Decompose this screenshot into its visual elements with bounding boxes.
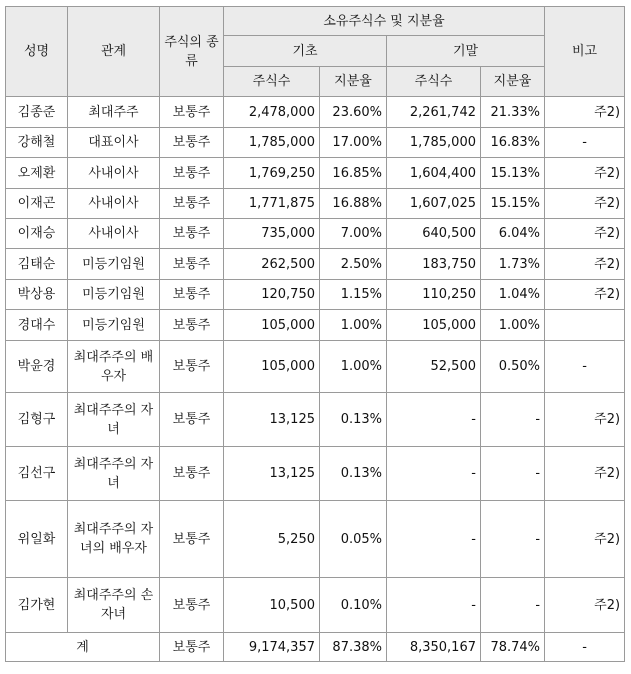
cell-end-ratio: 21.33%: [481, 97, 545, 128]
cell-relation: 최대주주의 자녀: [68, 447, 160, 501]
cell-type: 보통주: [160, 249, 224, 280]
cell-type: 보통주: [160, 501, 224, 578]
cell-end-ratio: -: [481, 447, 545, 501]
cell-begin-ratio: 7.00%: [320, 219, 387, 249]
cell-relation: 최대주주의 손자녀: [68, 578, 160, 633]
header-relation: 관계: [68, 7, 160, 97]
cell-end-ratio: 1.73%: [481, 249, 545, 280]
cell-begin-ratio: 17.00%: [320, 128, 387, 158]
cell-end-ratio: 15.15%: [481, 189, 545, 219]
cell-end-shares: 105,000: [387, 310, 481, 341]
cell-name: 이재승: [6, 219, 68, 249]
cell-relation: 최대주주의 배우자: [68, 341, 160, 393]
header-note: 비고: [545, 7, 625, 97]
cell-end-ratio: 16.83%: [481, 128, 545, 158]
cell-end-shares: 1,785,000: [387, 128, 481, 158]
cell-begin-shares: 1,769,250: [224, 158, 320, 189]
cell-name: 김종준: [6, 97, 68, 128]
cell-begin-ratio: 1.00%: [320, 341, 387, 393]
cell-begin-shares: 1,771,875: [224, 189, 320, 219]
table-row: [6, 393, 625, 447]
header-begin-shares: 주식수: [224, 67, 320, 97]
cell-begin-shares: 10,500: [224, 578, 320, 633]
header-end-shares: 주식수: [387, 67, 481, 97]
cell-name: 김가현: [6, 578, 68, 633]
cell-type: 보통주: [160, 447, 224, 501]
cell-begin-ratio: 16.85%: [320, 158, 387, 189]
cell-begin-ratio: 1.00%: [320, 310, 387, 341]
header-ownership: 소유주식수 및 지분율: [224, 7, 545, 36]
cell-end-ratio: 15.13%: [481, 158, 545, 189]
cell-note: 주2): [545, 97, 625, 128]
total-end-shares: 8,350,167: [387, 633, 481, 662]
total-row: [6, 633, 625, 662]
cell-relation: 최대주주의 자녀의 배우자: [68, 501, 160, 578]
cell-end-shares: 110,250: [387, 280, 481, 310]
header-end-ratio: 지분율: [481, 67, 545, 97]
cell-name: 강해철: [6, 128, 68, 158]
total-note: -: [545, 633, 625, 662]
cell-end-shares: -: [387, 447, 481, 501]
total-begin-shares: 9,174,357: [224, 633, 320, 662]
cell-begin-shares: 262,500: [224, 249, 320, 280]
cell-name: 오제환: [6, 158, 68, 189]
cell-note: 주2): [545, 501, 625, 578]
cell-begin-ratio: 0.10%: [320, 578, 387, 633]
cell-end-ratio: -: [481, 578, 545, 633]
cell-name: 박윤경: [6, 341, 68, 393]
cell-end-ratio: -: [481, 393, 545, 447]
cell-type: 보통주: [160, 97, 224, 128]
cell-type: 보통주: [160, 158, 224, 189]
cell-begin-ratio: 0.05%: [320, 501, 387, 578]
cell-end-shares: 183,750: [387, 249, 481, 280]
cell-name: 김형구: [6, 393, 68, 447]
cell-relation: 사내이사: [68, 189, 160, 219]
total-type: 보통주: [160, 633, 224, 662]
cell-type: 보통주: [160, 189, 224, 219]
cell-relation: 최대주주: [68, 97, 160, 128]
cell-end-shares: 1,604,400: [387, 158, 481, 189]
cell-type: 보통주: [160, 128, 224, 158]
cell-type: 보통주: [160, 219, 224, 249]
cell-end-ratio: 1.04%: [481, 280, 545, 310]
cell-relation: 최대주주의 자녀: [68, 393, 160, 447]
table-row: [6, 501, 625, 578]
cell-begin-ratio: 23.60%: [320, 97, 387, 128]
cell-note: 주2): [545, 219, 625, 249]
cell-type: 보통주: [160, 578, 224, 633]
cell-name: 이재곤: [6, 189, 68, 219]
cell-end-shares: 1,607,025: [387, 189, 481, 219]
table-row: [6, 578, 625, 633]
table-row: [6, 280, 625, 310]
cell-relation: 미등기임원: [68, 249, 160, 280]
cell-begin-shares: 13,125: [224, 447, 320, 501]
cell-end-ratio: 6.04%: [481, 219, 545, 249]
table-row: [6, 189, 625, 219]
cell-relation: 대표이사: [68, 128, 160, 158]
cell-relation: 사내이사: [68, 158, 160, 189]
cell-begin-ratio: 0.13%: [320, 393, 387, 447]
cell-relation: 미등기임원: [68, 280, 160, 310]
cell-note: [545, 310, 625, 341]
cell-end-shares: -: [387, 578, 481, 633]
total-begin-ratio: 87.38%: [320, 633, 387, 662]
header-name: 성명: [6, 7, 68, 97]
cell-end-shares: -: [387, 393, 481, 447]
cell-name: 김태순: [6, 249, 68, 280]
cell-begin-shares: 5,250: [224, 501, 320, 578]
cell-begin-shares: 13,125: [224, 393, 320, 447]
cell-note: 주2): [545, 578, 625, 633]
cell-name: 김선구: [6, 447, 68, 501]
cell-name: 박상용: [6, 280, 68, 310]
cell-begin-shares: 1,785,000: [224, 128, 320, 158]
cell-end-shares: 52,500: [387, 341, 481, 393]
cell-note: 주2): [545, 249, 625, 280]
table-row: [6, 447, 625, 501]
cell-note: 주2): [545, 189, 625, 219]
total-label: 계: [6, 633, 160, 662]
table-row: [6, 310, 625, 341]
cell-relation: 사내이사: [68, 219, 160, 249]
table-row: [6, 128, 625, 158]
cell-begin-shares: 120,750: [224, 280, 320, 310]
shareholder-table: [5, 6, 625, 662]
cell-begin-shares: 735,000: [224, 219, 320, 249]
cell-end-ratio: 0.50%: [481, 341, 545, 393]
cell-begin-shares: 105,000: [224, 310, 320, 341]
cell-name: 위일화: [6, 501, 68, 578]
cell-end-shares: -: [387, 501, 481, 578]
cell-note: -: [545, 341, 625, 393]
cell-type: 보통주: [160, 310, 224, 341]
cell-begin-ratio: 1.15%: [320, 280, 387, 310]
header-ending: 기말: [387, 36, 545, 67]
cell-end-ratio: -: [481, 501, 545, 578]
header-begin-ratio: 지분율: [320, 67, 387, 97]
cell-end-ratio: 1.00%: [481, 310, 545, 341]
cell-begin-ratio: 0.13%: [320, 447, 387, 501]
cell-type: 보통주: [160, 341, 224, 393]
table-row: [6, 249, 625, 280]
table-row: [6, 97, 625, 128]
cell-type: 보통주: [160, 280, 224, 310]
cell-note: 주2): [545, 280, 625, 310]
cell-note: -: [545, 128, 625, 158]
total-end-ratio: 78.74%: [481, 633, 545, 662]
cell-type: 보통주: [160, 393, 224, 447]
table-row: [6, 158, 625, 189]
cell-note: 주2): [545, 393, 625, 447]
cell-relation: 미등기임원: [68, 310, 160, 341]
table-row: [6, 219, 625, 249]
cell-begin-shares: 2,478,000: [224, 97, 320, 128]
cell-name: 경대수: [6, 310, 68, 341]
cell-begin-shares: 105,000: [224, 341, 320, 393]
cell-begin-ratio: 2.50%: [320, 249, 387, 280]
cell-end-shares: 640,500: [387, 219, 481, 249]
cell-end-shares: 2,261,742: [387, 97, 481, 128]
cell-note: 주2): [545, 158, 625, 189]
cell-begin-ratio: 16.88%: [320, 189, 387, 219]
cell-note: 주2): [545, 447, 625, 501]
header-stock-type: 주식의 종류: [160, 7, 224, 97]
header-beginning: 기초: [224, 36, 387, 67]
table-row: [6, 341, 625, 393]
